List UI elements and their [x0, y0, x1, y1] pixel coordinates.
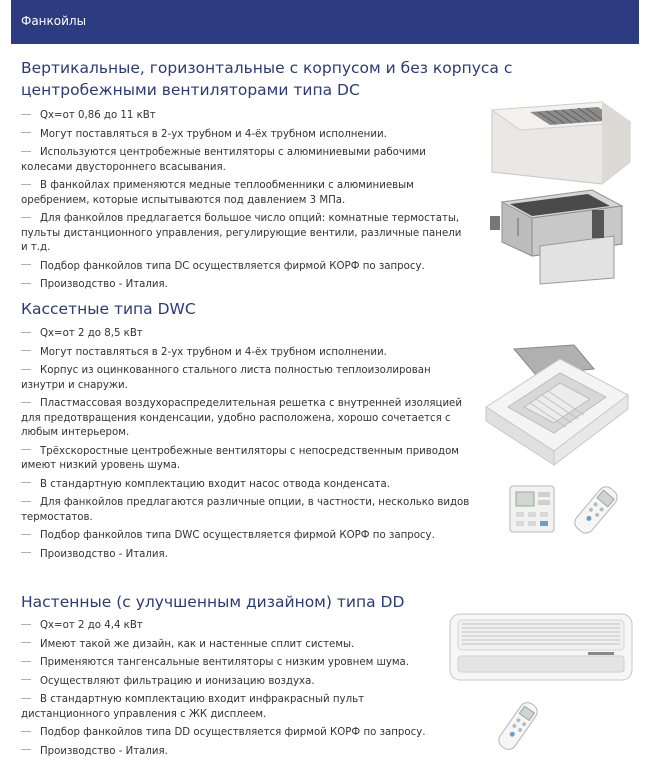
dash-marker: [21, 283, 31, 284]
dash-marker: [21, 151, 31, 152]
fancoil-uncased-image: [488, 186, 626, 286]
dash-marker: [21, 402, 31, 403]
list-item: Подбор фанкойлов типа DD осуществляется фирмой КОРФ по запросу.: [21, 726, 451, 741]
section-title-dd: Настенные (с улучшенным дизайном) типа DD: [21, 593, 405, 611]
wall-fancoil-image: [448, 612, 634, 684]
dash-marker: [21, 350, 31, 351]
cassette-fancoil-image: [482, 343, 632, 468]
dash-marker: [21, 332, 31, 333]
list-item: Производство - Италия.: [21, 548, 471, 563]
dash-marker: [21, 449, 31, 450]
dash-marker: [21, 642, 31, 643]
list-item: В стандартную комплектацию входит инфракрасный пульт дистанционного управления с ЖК дисплеем.: [21, 694, 365, 720]
list-item: В стандартную комплектацию входит насос отвода конденсата.: [21, 478, 471, 493]
list-item: Могут поставляться в 2-ух трубном и 4-ёх трубном исполнении.: [21, 346, 471, 361]
list-item: Производство - Италия.: [21, 278, 471, 293]
page-header: [11, 0, 639, 44]
section-list-dc: [21, 109, 471, 293]
list-item: Могут поставляться в 2-ух трубном и 4-ёх трубном исполнении.: [21, 128, 471, 143]
section-list-dd: [21, 619, 451, 759]
page-title: Фанкойлы: [21, 14, 87, 28]
list-item: Осуществляют фильтрацию и ионизацию воздуха.: [21, 675, 451, 690]
list-item: Трёхскоростные центробежные вентиляторы с непосредственным приводом имеют низкий уровень шума.: [21, 445, 459, 471]
dash-marker: [21, 264, 31, 265]
dash-marker: [21, 534, 31, 535]
list-item: Применяются тангенсальные вентиляторы с низким уровнем шума.: [21, 656, 451, 671]
list-item: Подбор фанкойлов типа DWC осуществляется фирмой КОРФ по запросу.: [21, 529, 471, 544]
remote-control-image: [568, 484, 624, 536]
dash-marker: [21, 749, 31, 750]
fancoil-cased-image: [484, 100, 634, 190]
wall-controller-image: [508, 484, 558, 534]
dash-marker: [21, 114, 31, 115]
section-list-dwc: [21, 327, 471, 562]
dash-marker: [21, 482, 31, 483]
list-item: Для фанкойлов предлагается большое число опций: комнатные термостаты, пульты дистанционного управления, регулирующие вентили, различные панели и т.д.: [21, 213, 462, 253]
dash-marker: [21, 679, 31, 680]
list-item: Qx=от 2 до 4,4 кВт: [21, 619, 451, 634]
list-item: Пластмассовая воздухораспределительная решетка с внутренней изоляцией для предотвращения конденсации, удобно расположена, хорошо сочетается с любым интерьером.: [21, 398, 462, 438]
dash-marker: [21, 217, 31, 218]
list-item: Подбор фанкойлов типа DC осуществляется фирмой КОРФ по запросу.: [21, 260, 471, 275]
list-item: Используются центробежные вентиляторы с алюминиевыми рабочими колесами двустороннего всасывания.: [21, 147, 426, 173]
dash-marker: [21, 731, 31, 732]
list-item: Имеют такой же дизайн, как и настенные сплит системы.: [21, 638, 451, 653]
list-item: Для фанкойлов предлагаются различные опции, в частности, несколько видов термостатов.: [21, 497, 470, 523]
list-item: Корпус из оцинкованного стального листа полностью теплоизолирован изнутри и снаружи.: [21, 365, 431, 391]
dash-marker: [21, 552, 31, 553]
list-item: Qx=от 2 до 8,5 кВт: [21, 327, 471, 342]
section-title-dwc: Кассетные типа DWC: [21, 300, 196, 318]
dash-marker: [21, 369, 31, 370]
section-title-dc: Вертикальные, горизонтальные с корпусом и без корпуса с центробежными вентиляторами типа DC: [21, 59, 513, 99]
dash-marker: [21, 661, 31, 662]
dash-marker: [21, 132, 31, 133]
dash-marker: [21, 624, 31, 625]
list-item: Qx=от 0,86 до 11 кВт: [21, 109, 471, 124]
dash-marker: [21, 698, 31, 699]
dash-marker: [21, 184, 31, 185]
remote-control-image: [492, 700, 544, 752]
dash-marker: [21, 501, 31, 502]
list-item: Производство - Италия.: [21, 745, 451, 760]
list-item: В фанкойлах применяются медные теплообменники с алюминиевым оребрением, которые испытываются под давлением 3 МПа.: [21, 180, 414, 206]
